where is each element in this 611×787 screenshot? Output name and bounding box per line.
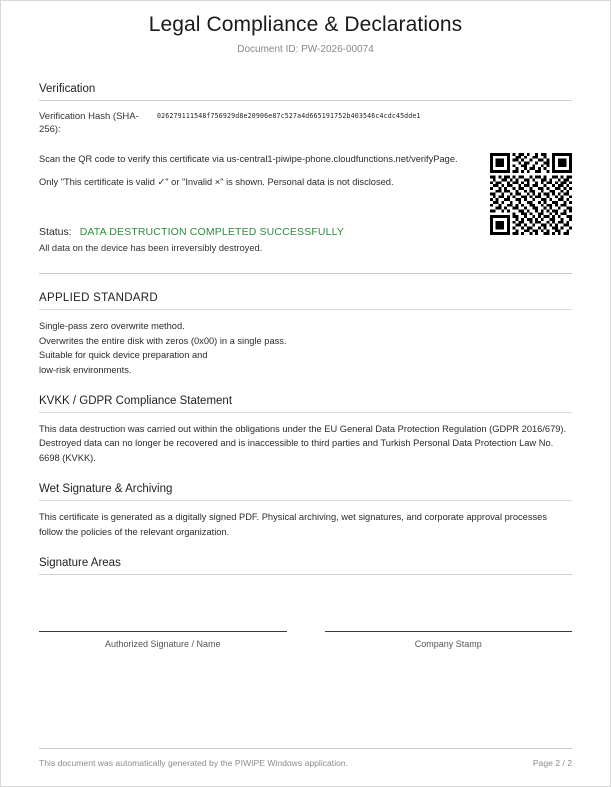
wet-signature-body: This certificate is generated as a digitally signed PDF. Physical archiving, wet signatures, and corporate approval processes follow the policies of the relevant organization.: [39, 512, 547, 537]
verification-info-block: [39, 152, 572, 190]
signature-fields: [39, 631, 572, 649]
signature-field-authorized[interactable]: [39, 631, 287, 649]
footer-page-number: Page 2 / 2: [532, 758, 572, 768]
disclosure-note: Only "This certificate is valid ✓" or "Invalid ×" is shown. Personal data is not disclosed.: [39, 177, 394, 188]
applied-standard-line: Overwrites the entire disk with zeros (0x00) in a single pass.: [39, 335, 287, 346]
document-content: [1, 83, 610, 649]
document-id-subtitle: Document ID: PW-2026-00074: [237, 44, 374, 55]
stamp-line: [325, 631, 573, 632]
wet-signature-section: [39, 483, 572, 539]
verification-hash-label: Verification Hash (SHA-256):: [39, 111, 139, 135]
verification-hash-value: 026279111548f756929d8e20906e87c527a4d665191752b403546c4cdc45dde1: [157, 112, 421, 120]
signature-line: [39, 631, 287, 632]
applied-standard-body: [39, 319, 572, 377]
applied-standard-line: low-risk environments.: [39, 364, 132, 375]
applied-standard-heading: APPLIED STANDARD: [39, 292, 158, 305]
applied-standard-line: Suitable for quick device preparation and: [39, 350, 208, 361]
verification-heading: Verification: [39, 83, 96, 95]
signature-areas-divider: [39, 574, 572, 575]
wet-signature-divider: [39, 500, 572, 501]
page-title: Legal Compliance & Declarations: [148, 13, 463, 36]
page-footer: [39, 740, 572, 768]
verification-section: [39, 83, 572, 274]
stamp-caption: Company Stamp: [414, 639, 482, 650]
footer-divider: [39, 748, 572, 749]
compliance-divider: [39, 412, 572, 413]
verification-text: [39, 152, 479, 190]
applied-standard-divider: [39, 309, 572, 310]
signature-areas-heading: Signature Areas: [39, 557, 121, 570]
verification-hash-row: [39, 111, 572, 137]
signature-areas-section: [39, 557, 572, 649]
applied-standard-section: [39, 292, 572, 377]
status-badge: DATA DESTRUCTION COMPLETED SUCCESSFULLY: [79, 226, 344, 239]
footer-row: [39, 758, 572, 768]
wet-signature-heading: Wet Signature & Archiving: [39, 483, 173, 496]
qr-code-icon: [490, 153, 572, 235]
status-label: Status:: [39, 226, 72, 239]
status-section-divider: [39, 273, 572, 274]
signature-caption: Authorized Signature / Name: [104, 639, 221, 650]
compliance-heading: KVKK / GDPR Compliance Statement: [39, 395, 233, 408]
status-subtext: All data on the device has been irreversibly destroyed.: [39, 243, 263, 254]
signature-field-stamp[interactable]: [325, 631, 573, 649]
compliance-body: This data destruction was carried out within the obligations under the EU General Data Protection Regulation (GDPR 2016/679). Destroyed data can no longer be recovered and is inaccessible to third parties and Turkish Personal Data Protection Law No. 6698 (KVKK).: [39, 424, 567, 463]
footer-note: This document was automatically generated by the PIWIPE Windows application.: [39, 758, 349, 768]
applied-standard-line: Single-pass zero overwrite method.: [39, 321, 185, 332]
verification-divider: [39, 100, 572, 101]
qr-scan-instruction: Scan the QR code to verify this certificate via us-central1-piwipe-phone.cloudfunctions.net/verifyPage.: [39, 153, 458, 164]
compliance-section: [39, 395, 572, 465]
